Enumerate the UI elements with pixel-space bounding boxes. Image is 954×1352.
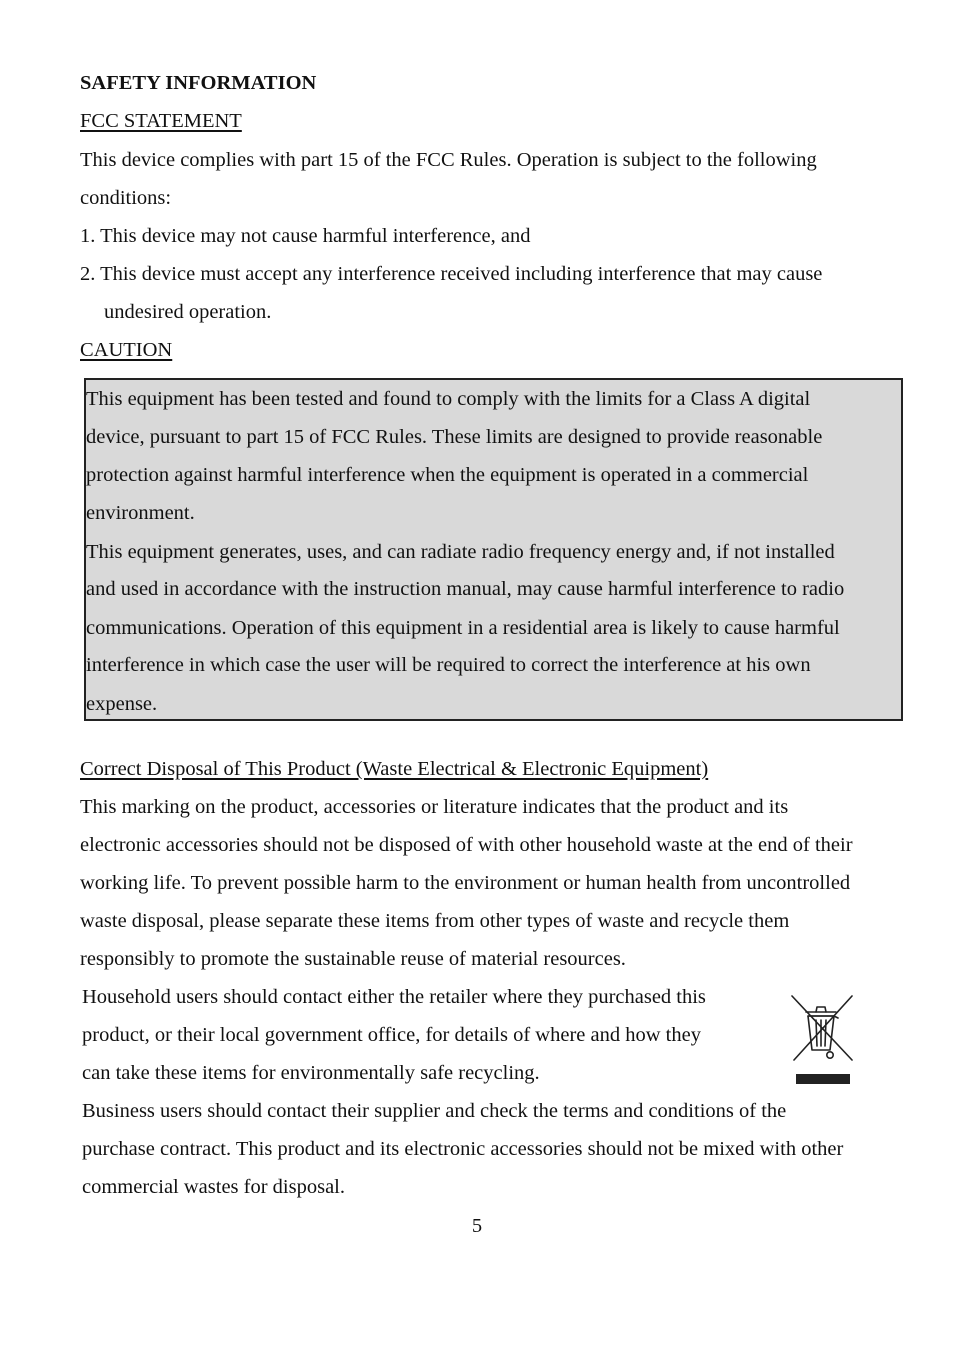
caution-line-2: device, pursuant to part 15 of FCC Rules. These limits are designed to provide reasonable	[86, 426, 823, 448]
disposal-para1-line-4: waste disposal, please separate these items from other types of waste and recycle them	[80, 910, 790, 932]
disposal-para1-line-3: working life. To prevent possible harm to the environment or human health from uncontrolled	[80, 872, 851, 894]
caution-line-9: expense.	[86, 693, 158, 715]
fcc-intro-line-2: conditions:	[80, 187, 172, 209]
caution-line-4: environment.	[86, 502, 195, 524]
caution-title: CAUTION	[80, 339, 173, 361]
caution-line-8: interference in which case the user will be required to correct the interference at his own	[86, 654, 811, 676]
fcc-condition-2-line-2: undesired operation.	[104, 301, 272, 323]
disposal-para3-line-2: purchase contract. This product and its electronic accessories should not be mixed with other	[82, 1138, 844, 1160]
disposal-para3-line-3: commercial wastes for disposal.	[82, 1176, 346, 1198]
caution-line-7: communications. Operation of this equipment in a residential area is likely to cause harmful	[86, 617, 840, 639]
disposal-para1-line-5: responsibly to promote the sustainable reuse of material resources.	[80, 948, 626, 970]
disposal-para2-line-2: product, or their local government office, for details of where and how they	[82, 1024, 701, 1046]
disposal-para1-line-2: electronic accessories should not be disposed of with other household waste at the end of their	[80, 834, 853, 856]
disposal-para2-line-1: Household users should contact either the retailer where they purchased this	[82, 986, 706, 1008]
fcc-statement-title: FCC STATEMENT	[80, 110, 242, 132]
caution-line-3: protection against harmful interference when the equipment is operated in a commercial	[86, 464, 809, 486]
disposal-para1-line-1: This marking on the product, accessories or literature indicates that the product and its	[80, 796, 789, 818]
fcc-condition-1: 1. This device may not cause harmful interference, and	[80, 225, 531, 247]
disposal-para3-line-1: Business users should contact their supplier and check the terms and conditions of the	[82, 1100, 787, 1122]
safety-information-heading: SAFETY INFORMATION	[80, 72, 317, 94]
fcc-intro-line-1: This device complies with part 15 of the FCC Rules. Operation is subject to the following	[80, 149, 817, 171]
page-number: 5	[471, 1215, 483, 1237]
disposal-title: Correct Disposal of This Product (Waste Electrical & Electronic Equipment)	[80, 758, 709, 780]
caution-line-1: This equipment has been tested and found to comply with the limits for a Class A digital	[86, 388, 811, 410]
caution-line-5: This equipment generates, uses, and can radiate radio frequency energy and, if not installed	[86, 541, 835, 563]
fcc-condition-2-line-1: 2. This device must accept any interference received including interference that may cause	[80, 263, 823, 285]
disposal-para2-line-3: can take these items for environmentally safe recycling.	[82, 1062, 540, 1084]
crossed-out-wheelie-bin-icon	[786, 994, 856, 1086]
caution-line-6: and used in accordance with the instruction manual, may cause harmful interference to radio	[86, 578, 845, 600]
